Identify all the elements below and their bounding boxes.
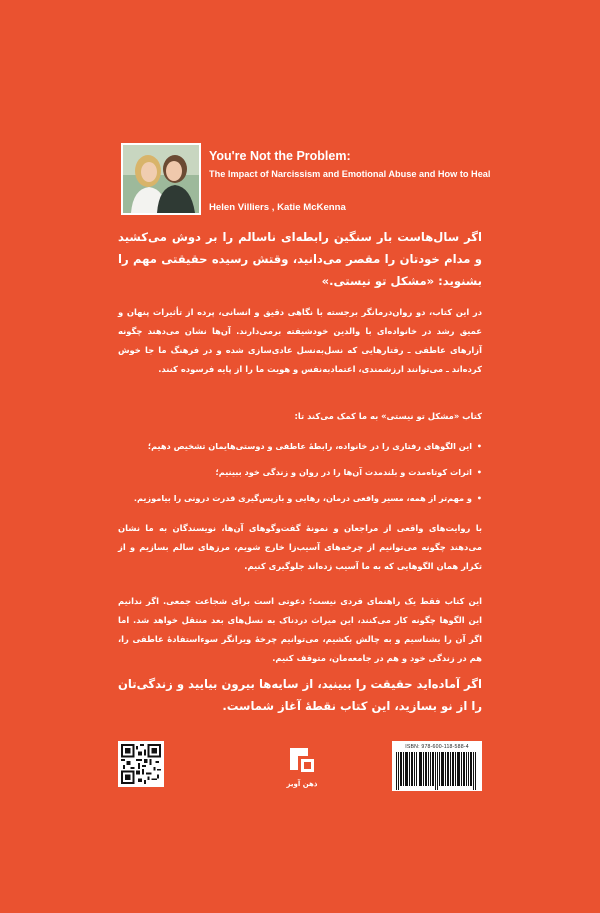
bullet-icon: • — [476, 493, 482, 503]
blurb-bullet-list — [118, 438, 482, 516]
blurb-intro: کتاب «مشکل تو نیستی» به ما کمک می‌کند تا: — [294, 411, 482, 421]
two-women-photo-icon — [123, 145, 199, 213]
book-authors-en: Helen Villiers , Katie McKenna — [209, 202, 346, 213]
cover-footer — [118, 741, 482, 791]
publisher-name: ذهن آویز — [286, 780, 318, 788]
blurb-paragraph-1: در این کتاب، دو روان‌درمانگر برجسته با نگاهی دقیق و انسانی، پرده از تأثیرات پنهان و عمیق رشد در خانواده‌ای با والدین خودشیفته برمی‌دارند. آن‌ها نشان می‌دهند چگونه آزارهای عاطفی ـ رفتارهایی که نسل‌به‌نسل عادی‌سازی شده و در فرهنگ ما جا خوش کرده‌اند ـ می‌توانند ارزشمندی، اعتمادبه‌نفس و هویت ما را از پایه فرسوده کنند. — [118, 307, 482, 374]
qr-code-icon — [118, 741, 164, 787]
list-item: • این الگوهای رفتاری را در خانواده، رابطهٔ عاطفی و دوستی‌هایمان تشخیص دهیم؛ — [118, 438, 482, 464]
book-subtitle-en: The Impact of Narcissism and Emotional Abuse and How to Heal — [209, 169, 491, 179]
blurb-lead: اگر سال‌هاست بار سنگین رابطه‌ای ناسالم را بر دوش می‌کشید و مدام خودتان را مقصر می‌دانید، وقتش رسیده حقیقتی مهم را بشنوید: «مشکل تو نیستی.» — [118, 230, 482, 288]
list-item: • و مهم‌تر از همه، مسیر واقعی درمان، رهایی و بازپس‌گیری قدرت درونی را بیاموزیم. — [118, 490, 482, 516]
publisher-logo-icon — [284, 742, 320, 788]
barcode-icon — [392, 741, 482, 791]
bullet-icon: • — [476, 467, 482, 477]
blurb-paragraph-2: با روایت‌های واقعی از مراجعان و نمونهٔ گفت‌وگوهای آن‌ها، نویسندگان به ما نشان می‌دهند چگونه می‌توانیم از چرخه‌های آسیب‌زا خارج شویم، مرزهای سالم بسازیم و از تکرار همان الگوهایی که به ما آسیب زده‌اند جلوگیری کنیم. — [118, 523, 482, 571]
isbn-text: ISBN: 978-600-118-588-4 — [405, 744, 469, 750]
book-title-en: You're Not the Problem: — [209, 149, 351, 163]
bullet-icon: • — [476, 441, 482, 451]
blurb-paragraph-3: این کتاب فقط یک راهنمای فردی نیست؛ دعوتی است برای شجاعت جمعی. اگر ندانیم این الگوها چگونه کار می‌کنند، این میراث دردناک به نسل‌های بعد منتقل خواهد شد. اما اگر آن را بشناسیم و به چالش بکشیم، می‌توانیم چرخهٔ ویرانگر سوءاستفادهٔ عاطفی را، هم در زندگی خود و هم در جامعه‌مان، متوقف کنیم. — [118, 596, 482, 663]
blurb-closing: اگر آماده‌اید حقیقت را ببینید، از سایه‌ها بیرون بیایید و زندگی‌تان را از نو بسازید، این کتاب نقطهٔ آغاز شماست. — [118, 677, 482, 713]
list-item: • اثرات کوتاه‌مدت و بلندمدت آن‌ها را در روان و زندگی خود ببینیم؛ — [118, 464, 482, 490]
authors-photo — [121, 143, 201, 215]
